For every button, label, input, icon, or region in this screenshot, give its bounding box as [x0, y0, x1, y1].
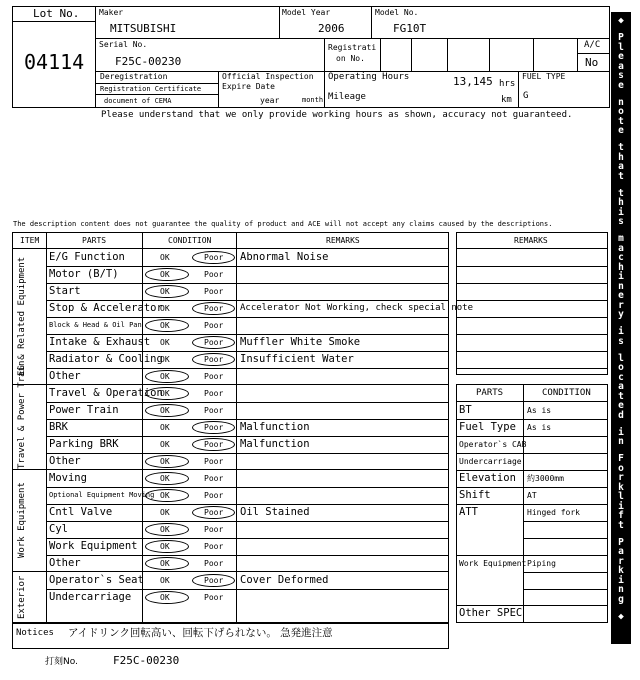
row-part: Parking BRK	[49, 438, 119, 450]
row-part: Start	[49, 285, 81, 297]
side-row-line	[523, 521, 608, 522]
condition-ok: OK	[160, 491, 170, 500]
condition-poor: Poor	[204, 525, 224, 534]
divider	[324, 71, 325, 108]
condition-ok: OK	[160, 372, 170, 381]
condition-poor: Poor	[204, 576, 224, 585]
divider	[12, 248, 449, 249]
side-row-part: Elevation	[459, 472, 516, 484]
group-divider	[12, 571, 449, 572]
side-row-condition: As is	[527, 423, 552, 432]
divider	[12, 21, 95, 22]
divider	[371, 6, 372, 38]
poor-selection-circle	[192, 438, 235, 451]
row-divider	[46, 487, 449, 488]
condition-ok: OK	[160, 304, 170, 313]
condition-ok: OK	[160, 542, 170, 551]
side-remarks-row-line	[456, 334, 608, 335]
ok-selection-circle	[145, 472, 189, 485]
group-label-travel: Travel & Power Train	[17, 360, 27, 469]
side-row-line	[523, 538, 608, 539]
side-row-line	[523, 572, 608, 573]
cema-doc-label: document of CEMA	[104, 97, 172, 105]
row-part: Moving	[49, 472, 87, 484]
condition-poor: Poor	[204, 440, 224, 449]
ok-selection-circle	[145, 523, 189, 536]
side-remarks-row-line	[456, 368, 608, 369]
condition-ok: OK	[160, 508, 170, 517]
condition-poor: Poor	[204, 338, 224, 347]
ok-selection-circle	[145, 268, 189, 281]
condition-poor: Poor	[204, 423, 224, 432]
month-label: month	[302, 96, 324, 104]
row-part: Work Equipment	[49, 540, 138, 552]
row-divider	[46, 453, 449, 454]
side-row-condition: Hinged fork	[527, 508, 580, 517]
row-remark: Insufficient Water	[240, 353, 354, 365]
divider	[456, 248, 608, 249]
row-remark: Muffler White Smoke	[240, 336, 361, 348]
operating-hours-label: Operating Hours	[328, 72, 410, 82]
group-label-work: Work Equipment	[17, 482, 27, 559]
condition-ok: OK	[160, 576, 170, 585]
ok-selection-circle	[145, 387, 189, 400]
condition-poor: Poor	[204, 304, 224, 313]
poor-selection-circle	[192, 421, 235, 434]
row-part: Other	[49, 455, 81, 467]
description-disclaimer: The description content does not guarantee the quality of product and ACE will not accept any claims caused by the descriptions.	[13, 220, 553, 228]
condition-ok: OK	[160, 389, 170, 398]
poor-selection-circle	[192, 336, 235, 349]
ok-selection-circle	[145, 591, 189, 604]
ac-value: No	[585, 56, 599, 69]
divider	[218, 71, 219, 108]
side-row-condition: AT	[527, 491, 537, 500]
divider	[95, 6, 96, 108]
serial-value: F25C-00230	[115, 55, 182, 68]
divider	[518, 71, 519, 108]
row-part: Stop & Accelerator	[49, 302, 163, 314]
side-row-line	[456, 453, 608, 454]
side-row-part: Shift	[459, 489, 491, 501]
side-row-part: BT	[459, 404, 472, 416]
condition-poor: Poor	[204, 457, 224, 466]
header-parts: PARTS	[82, 236, 107, 245]
row-part: E/G Function	[49, 251, 125, 263]
lot-label: Lot No.	[33, 7, 80, 20]
expire-date-label: Expire Date	[222, 82, 275, 91]
divider	[324, 38, 325, 71]
condition-ok: OK	[160, 338, 170, 347]
ok-selection-circle	[145, 285, 189, 298]
divider	[236, 232, 237, 623]
row-part: Other	[49, 557, 81, 569]
sidebar-text: ◆ P l e a s e n o t e t h a t t h i s m a c h i n e r y i s l o c a t e d i n F o r k l i f t P a r k i n g ◆	[618, 15, 624, 622]
row-divider	[46, 334, 449, 335]
row-part: Intake & Exhaust	[49, 336, 151, 348]
side-row-part: Undercarriage	[459, 457, 522, 466]
row-part: Cyl	[49, 523, 68, 535]
side-row-line	[456, 504, 608, 505]
condition-ok: OK	[160, 559, 170, 568]
row-divider	[46, 436, 449, 437]
operating-hours-value: 13,145	[453, 75, 493, 88]
km-label: km	[501, 95, 512, 105]
condition-poor: Poor	[204, 559, 224, 568]
divider	[95, 83, 218, 84]
side-row-line	[456, 605, 608, 606]
condition-poor: Poor	[204, 372, 224, 381]
divider	[533, 38, 534, 71]
condition-poor: Poor	[204, 321, 224, 330]
model-year-label: Model Year	[282, 8, 331, 17]
divider	[577, 38, 578, 71]
ok-selection-circle	[145, 319, 189, 332]
side-row-line	[456, 555, 608, 556]
side-header-parts: PARTS	[476, 388, 504, 398]
side-row-condition: 約3000mm	[527, 474, 564, 483]
divider	[456, 401, 608, 402]
ok-selection-circle	[145, 557, 189, 570]
ok-selection-circle	[145, 370, 189, 383]
condition-ok: OK	[160, 423, 170, 432]
maker-value: MITSUBISHI	[110, 22, 177, 35]
condition-ok: OK	[160, 474, 170, 483]
divider	[489, 38, 490, 71]
row-remark: Malfunction	[240, 421, 310, 433]
divider	[577, 53, 610, 54]
row-divider	[46, 351, 449, 352]
condition-poor: Poor	[204, 406, 224, 415]
side-row-part: Other SPEC	[459, 607, 523, 619]
row-part: Optional Equipment Moving	[49, 491, 155, 499]
row-divider	[46, 317, 449, 318]
divider	[380, 38, 381, 71]
row-part: Block & Head & Oil Pan	[49, 321, 142, 329]
maker-label: Maker	[99, 8, 124, 17]
poor-selection-circle	[192, 353, 235, 366]
divider	[411, 38, 412, 71]
fuel-type-value: G	[523, 91, 529, 101]
condition-poor: Poor	[204, 270, 224, 279]
condition-ok: OK	[160, 525, 170, 534]
side-row-line	[456, 470, 608, 471]
row-part: Power Train	[49, 404, 119, 416]
side-row-part: Work Equipment	[459, 559, 527, 568]
ok-selection-circle	[145, 540, 189, 553]
registration-cert-label: Registration Certificate	[100, 85, 202, 93]
divider	[447, 38, 448, 71]
side-header-condition: CONDITION	[542, 388, 591, 398]
side-remarks-frame	[456, 232, 608, 375]
condition-ok: OK	[160, 321, 170, 330]
notices-text: アイドリンク回転高い、回転下げられない。 急発進注意	[68, 627, 333, 639]
model-no-value: FG10T	[393, 22, 427, 35]
condition-poor: Poor	[204, 287, 224, 296]
side-row-part: ATT	[459, 506, 478, 518]
condition-poor: Poor	[204, 474, 224, 483]
condition-poor: Poor	[204, 389, 224, 398]
condition-poor: Poor	[204, 542, 224, 551]
side-row-line	[456, 436, 608, 437]
row-divider	[46, 419, 449, 420]
divider	[95, 94, 218, 95]
header-item: ITEM	[20, 236, 40, 245]
row-divider	[46, 402, 449, 403]
condition-ok: OK	[160, 287, 170, 296]
row-remark: Malfunction	[240, 438, 310, 450]
model-no-label: Model No.	[375, 8, 419, 17]
stamp-label: 打刻No.	[45, 657, 78, 667]
mileage-label: Mileage	[328, 92, 366, 102]
row-divider	[46, 521, 449, 522]
condition-ok: OK	[160, 253, 170, 262]
lot-number: 04114	[24, 50, 85, 74]
poor-selection-circle	[192, 302, 235, 315]
row-part: BRK	[49, 421, 68, 433]
side-remarks-header: REMARKS	[514, 236, 548, 245]
side-remarks-row-line	[456, 266, 608, 267]
group-label-exterior: Exterior	[17, 575, 27, 620]
row-divider	[46, 266, 449, 267]
side-row-line	[456, 487, 608, 488]
row-part: Other	[49, 370, 81, 382]
side-remarks-row-line	[456, 351, 608, 352]
poor-selection-circle	[192, 574, 235, 587]
row-divider	[46, 589, 449, 590]
poor-selection-circle	[192, 506, 235, 519]
row-divider	[46, 368, 449, 369]
condition-poor: Poor	[204, 491, 224, 500]
row-divider	[46, 504, 449, 505]
divider	[279, 6, 280, 38]
serial-label: Serial No.	[99, 40, 148, 49]
condition-poor: Poor	[204, 508, 224, 517]
official-inspection-label: Official Inspection	[222, 72, 314, 81]
side-row-condition: Piping	[527, 559, 556, 568]
condition-poor: Poor	[204, 253, 224, 262]
row-part: Cntl Valve	[49, 506, 113, 518]
group-divider	[12, 384, 449, 385]
model-year-value: 2006	[318, 22, 345, 35]
registration-label-2: on No.	[336, 54, 365, 63]
row-part: Operator`s Seat	[49, 574, 144, 586]
condition-poor: Poor	[204, 593, 224, 602]
fuel-type-label: FUEL TYPE	[522, 72, 566, 81]
side-remarks-row-line	[456, 317, 608, 318]
divider	[46, 232, 47, 623]
condition-ok: OK	[160, 270, 170, 279]
group-divider	[12, 469, 449, 470]
row-remark: Abnormal Noise	[240, 251, 329, 263]
header-remarks: REMARKS	[326, 236, 360, 245]
header-condition: CONDITION	[168, 236, 212, 245]
row-part: Undercarriage	[49, 591, 132, 603]
condition-ok: OK	[160, 457, 170, 466]
registration-label: Registrati	[328, 43, 377, 52]
row-part: Motor (B/T)	[49, 268, 119, 280]
row-divider	[46, 555, 449, 556]
side-row-line	[456, 419, 608, 420]
side-row-part: Fuel Type	[459, 421, 516, 433]
condition-poor: Poor	[204, 355, 224, 364]
side-row-part: Operator`s CAB	[459, 440, 527, 449]
condition-ok: OK	[160, 440, 170, 449]
hours-note: Please understand that we only provide working hours as shown, accuracy not guaranteed.	[101, 110, 573, 120]
row-divider	[46, 283, 449, 284]
location-note-sidebar	[611, 12, 631, 644]
row-divider	[46, 300, 449, 301]
notices-label: Notices	[16, 628, 54, 638]
poor-selection-circle	[192, 251, 235, 264]
row-part: Radiator & Cooling	[49, 353, 163, 365]
ok-selection-circle	[145, 489, 189, 502]
deregistration-label: Deregistration	[100, 72, 168, 81]
side-row-line	[523, 589, 608, 590]
condition-ok: OK	[160, 406, 170, 415]
row-remark: Accelerator Not Working, check special note	[240, 303, 473, 313]
ok-selection-circle	[145, 455, 189, 468]
ok-selection-circle	[145, 404, 189, 417]
side-row-condition: As is	[527, 406, 552, 415]
group-label-eg: EG & Related Equipment	[17, 256, 27, 377]
stamp-value: F25C-00230	[113, 654, 180, 667]
ac-label: A/C	[584, 40, 601, 50]
row-divider	[46, 538, 449, 539]
row-part: Travel & Operation	[49, 387, 163, 399]
condition-ok: OK	[160, 593, 170, 602]
side-remarks-row-line	[456, 300, 608, 301]
condition-ok: OK	[160, 355, 170, 364]
row-remark: Cover Deformed	[240, 574, 329, 586]
year-label: year	[260, 96, 280, 105]
side-remarks-row-line	[456, 283, 608, 284]
row-remark: Oil Stained	[240, 506, 310, 518]
divider	[142, 232, 143, 623]
hrs-label: hrs	[499, 79, 516, 89]
